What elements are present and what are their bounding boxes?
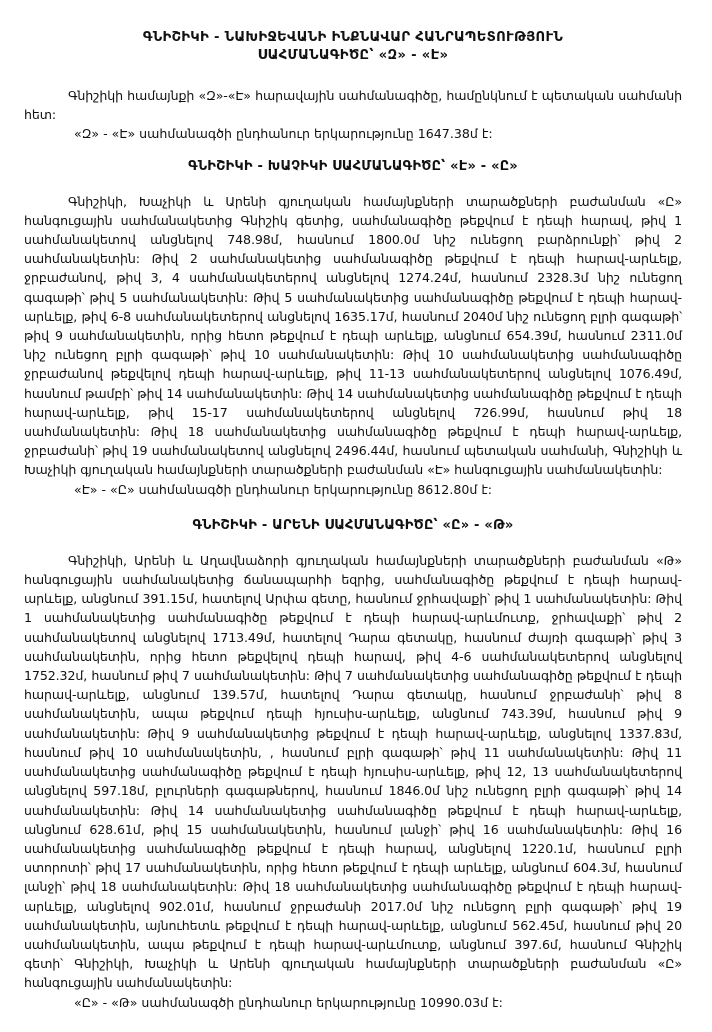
section-title-gnishik-khachik: ԳՆԻՇԻԿԻ - ԽԱՉԻԿԻ ՍԱՀՄԱՆԱԳԻԾԸ՝ «Է» - «Ը»: [188, 158, 518, 174]
document-title-line-1: ԳՆԻՇԻԿԻ - ՆԱԽԻՋԵՎԱՆԻ ԻՆՔՆԱՎԱՐ ՀԱՆՐԱՊԵՏՈՒԹՅՈՒՆ: [142, 30, 564, 45]
section-total-gnishik-khachik: «Է» - «Ը» սահմանագծի ընդհանուր երկարությունը 8612.80մ է:: [74, 481, 493, 497]
intro-paragraph: Գնիշիկի համայնքի «Զ»-«Է» հարավային սահմանագիծը, համընկնում է պետական սահմանի հետ:: [24, 88, 682, 123]
intro-total-length: «Զ» - «Է» սահմանագծի ընդհանուր երկարությունը 1647.38մ է:: [74, 126, 493, 142]
section-title-gnishik-areni: ԳՆԻՇԻԿԻ - ԱՐԵՆԻ ՍԱՀՄԱՆԱԳԻԾԸ՝ «Ը» - «Թ»: [192, 517, 514, 533]
document-title-line-2: ՍԱՀՄԱՆԱԳԻԾԸ՝ «Զ» - «Է»: [257, 48, 449, 63]
section-total-gnishik-areni: «Ը» - «Թ» սահմանագծի ընդհանուր երկարությունը 10990.03մ է:: [74, 994, 503, 1010]
section-paragraph-gnishik-khachik: Գնիշիկի, Խաչիկի և Արենի գյուղական համայնքների տարածքների բաժանման «Ը» հանգուցային սահմանակետից Գնիշիկ գետից, սահմանագիծը թեքվում է դեպի հարավ, թիվ 1 սահմանակետով անցնելով 748.98մ, հասնում 1800.0մ նիշ ունեցող բարձրունքի՝ թիվ 2 սահմանակետին: Թիվ 2 սահմանակետից սահմանագիծը թեքվում է դեպի հարավ-արևելք, ջրբաժանով, թիվ 3, 4 սահմանակետերով անցնելով 1274.24մ, հասնում 2328.3մ նիշ ունեցող գագաթի՝ թիվ 5 սահմանակետին: Թիվ 5 սահմանակետից սահմանագիծը թեքվում է դեպի հարավ-արևելք, թիվ 6-8 սահմանակետերով անցնելով 1635.17մ, հասնում 2040մ նիշ ունեցող բլրի գագաթի՝ թիվ 9 սահմանակետին, որից հետո թեքվում է դեպի արևելք, անցնում 654.39մ, հասնում 2311.0մ նիշ ունեցող բլրի գագաթի՝ թիվ 10 սահմանակետին: Թիվ 10 սահմանակետից սահմանագիծը ջրբաժանով թեքվելով դեպի հարավ-արևելք, թիվ 11-13 սահմանակետերով անցնելով 1076.49մ, հասնում թամբի՝ թիվ 14 սահմանակետին: Թիվ 14 սահմանակետից սահմանագիծը թեքվում է դեպի հարավ-արևելք, թիվ 15-17 սահմանակետերով անցնելով 726.99մ, հասնում թիվ 18 սահմանակետին: Թիվ 18 սահմանակետից սահմանագիծը թեքվում է դեպի հարավ-արևելք, ջրբաժանի՝ թիվ 19 սահմանակետով անցնելով 2496.44մ, հասնում պետական սահմանի, Գնիշիկի և Խաչիկի գյուղական համայնքների տարածքների բաժանման «Է» հանգուցային սահմանակետին:: [24, 193, 682, 478]
section-paragraph-gnishik-areni: Գնիշիկի, Արենի և Աղավնաձորի գյուղական համայնքների տարածքների բաժանման «Թ» հանգուցային սահմանակետից ճանապարհի եզրից, սահմանագիծը թեքվում է դեպի հարավ-արևելք, անցնում 391.15մ, հատելով Արփա գետը, հասնում ջրհավաքի՝ թիվ 1 սահմանակետին: Թիվ 1 սահմանակետից սահմանագիծը թեքվում է դեպի հարավ-արևմուտք, ջրհավաքի՝ թիվ 2 սահմանակետով անցնելով 1713.49մ, հատելով Դարա գետակը, հասնում ժայռի գագաթի՝ թիվ 3 սահմանակետին, որից հետո թեքվելով դեպի հարավ, թիվ 4-6 սահմանակետերով անցնելով 1752.32մ, հասնում թիվ 7 սահմանակետին: Թիվ 7 սահմանակետից սահմանագիծը թեքվում է դեպի հարավ-արևելք, անցնում 139.57մ, հատելով Դարա գետակը, հասնում ջրբաժանի՝ թիվ 8 սահմանակետին, ապա թեքվում դեպի հյուսիս-արևելք, անցնում 743.39մ, հասնում թիվ 9 սահմանակետին: Թիվ 9 սահմանակետից թեքվում է դեպի հարավ-արևելք, անցնելով 1337.83մ, հասնում թիվ 10 սահմանակետին, , հասնում բլրի գագաթի՝ թիվ 11 սահմանակետին: Թիվ 11 սահմանակետից սահմանագիծը թեքվում է դեպի հյուսիս-արևելք, թիվ 12, 13 սահմանակետերով անցնելով 597.18մ, բլուրների գագաթներով, հասնում 1846.0մ նիշ ունեցող բլրի գագաթի՝ թիվ 14 սահմանակետին: Թիվ 14 սահմանակետից սահմանագիծը թեքվում է դեպի հարավ-արևելք, անցնում 628.61մ, թիվ 15 սահմանակետին, հասնում լանջի՝ թիվ 16 սահմանակետին: Թիվ 16 սահմանակետից սահմանագիծը թեքվում է դեպի հարավ, անցնելով 1220.1մ, հասնում բլրի ստորոտի՝ թիվ 17 սահմանակետին, որից հետո թեքվում է դեպի արևելք, անցնում 604.3մ, հասնում լանջի՝ թիվ 18 սահմանակետին: Թիվ 18 սահմանակետից սահմանագիծը թեքվում է դեպի հարավ-արևելք, անցնելով 902.01մ, հասնում ջրբաժանի 2017.0մ նիշ ունեցող բլրի գագաթի՝ թիվ 19 սահմանակետին, այնուհետև թեքվում է դեպի հարավ-արևելք, անցնում 562.45մ, հասնում թիվ 20 սահմանակետին, ապա թեքվում է դեպի հարավ-արևմուտք, անցնում 397.6մ, հասնում Գնիշիկ գետի՝ Գնիշիկի, Խաչիկի և Արենի գյուղական համայնքների տարածքների բաժանման «Ը» հանգուցային սահմանակետին:: [24, 552, 682, 991]
